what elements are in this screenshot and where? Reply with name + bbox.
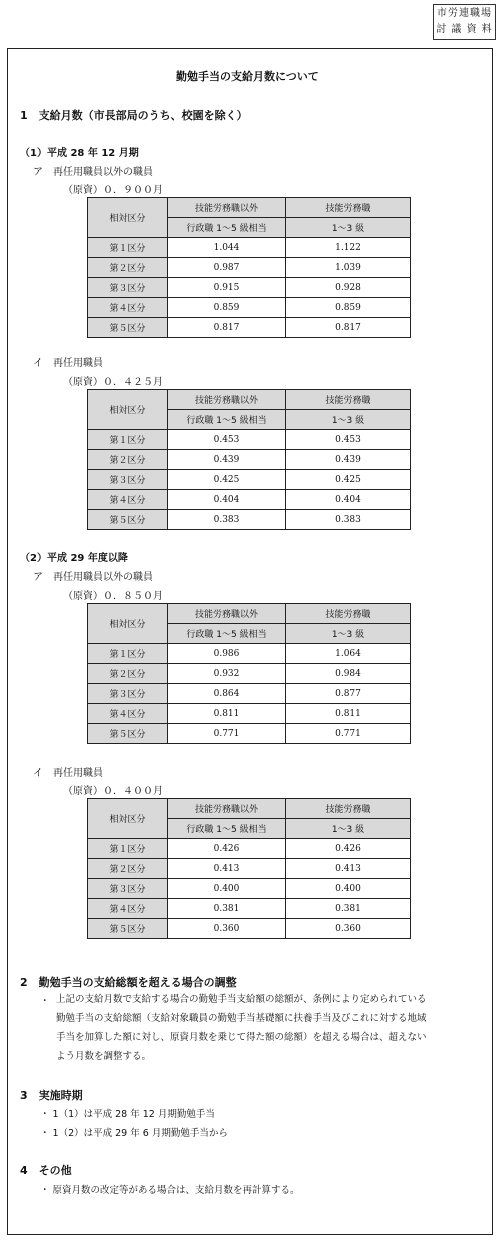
rate-cell: 0.413 [286,859,411,879]
header-grade-technical: 1～3 級 [286,218,411,238]
rate-table [87,798,411,939]
group-label: イ 再任用職員 [33,358,103,369]
table-row [88,879,411,899]
stamp-line-1: 市労連職場 [437,8,492,19]
rate-cell: 1.064 [286,644,411,664]
rate-cell: 0.439 [286,450,411,470]
table-row [88,298,411,318]
rate-cell: 0.453 [168,430,286,450]
rate-cell: 0.915 [168,278,286,298]
row-category-label: 第１区分 [88,238,168,258]
rate-cell: 0.400 [286,879,411,899]
row-category-label: 第１区分 [88,839,168,859]
group-label: ア 再任用職員以外の職員 [33,572,153,583]
rate-cell: 0.811 [168,704,286,724]
table-row [88,644,411,664]
header-non-technical: 技能労務職以外 [168,799,286,819]
rate-cell: 0.404 [286,490,411,510]
header-grade-technical: 1～3 級 [286,819,411,839]
adjustment-paragraph [56,990,488,1066]
table-row [88,258,411,278]
table-row [88,430,411,450]
rate-cell: 0.877 [286,684,411,704]
row-category-label: 第５区分 [88,724,168,744]
row-category-label: 第２区分 [88,450,168,470]
document-title: 勤勉手当の支給月数について [176,70,319,83]
rate-cell: 0.811 [286,704,411,724]
table-row [88,704,411,724]
row-category-label: 第１区分 [88,644,168,664]
rate-cell: 0.383 [168,510,286,530]
rate-cell: 0.864 [168,684,286,704]
paragraph-line: 勤勉手当の支給総額（支給対象職員の勤勉手当基礎額に扶養手当及びこれに対する地域 [56,1013,427,1024]
rate-cell: 0.984 [286,664,411,684]
rate-cell: 0.381 [168,899,286,919]
rate-cell: 0.383 [286,510,411,530]
rate-cell: 0.986 [168,644,286,664]
paragraph-line: 上記の支給月数で支給する場合の勤勉手当支給額の総額が、条例により定められている [56,994,427,1005]
rate-cell: 0.453 [286,430,411,450]
bullet-mark: ・ [40,996,50,1007]
table-row [88,470,411,490]
table-row [88,510,411,530]
group-label: イ 再任用職員 [33,768,103,779]
header-technical: 技能労務職 [286,390,411,410]
header-grade-technical: 1～3 級 [286,410,411,430]
header-grade-technical: 1～3 級 [286,624,411,644]
table-header-row [88,799,411,819]
rate-cell: 0.426 [286,839,411,859]
row-category-label: 第１区分 [88,430,168,450]
rate-cell: 0.932 [168,664,286,684]
row-category-label: 第２区分 [88,859,168,879]
table-row [88,839,411,859]
discussion-material-stamp [433,4,496,40]
row-category-label: 第３区分 [88,879,168,899]
rate-cell: 1.039 [286,258,411,278]
genshi-months: （原資）０．４２５月 [63,377,163,388]
table-header-row [88,390,411,410]
table-row [88,450,411,470]
header-relative-category: 相対区分 [88,198,168,238]
header-non-technical: 技能労務職以外 [168,604,286,624]
table-row [88,859,411,879]
rate-cell: 1.122 [286,238,411,258]
row-category-label: 第４区分 [88,704,168,724]
table-row [88,238,411,258]
row-category-label: 第４区分 [88,899,168,919]
header-grade-admin: 行政職 1～5 級相当 [168,218,286,238]
rate-cell: 0.859 [286,298,411,318]
row-category-label: 第５区分 [88,318,168,338]
table-row [88,664,411,684]
stamp-line-2: 討 議 資 料 [436,24,493,35]
header-relative-category: 相対区分 [88,390,168,430]
rate-cell: 0.400 [168,879,286,899]
row-category-label: 第２区分 [88,664,168,684]
section4-heading: 4 その他 [20,1164,72,1177]
row-category-label: 第５区分 [88,510,168,530]
section2-heading: 2 勤勉手当の支給総額を超える場合の調整 [20,976,237,989]
rate-cell: 1.044 [168,238,286,258]
row-category-label: 第３区分 [88,278,168,298]
paragraph-line: よう月数を調整する。 [56,1051,152,1062]
rate-cell: 0.817 [168,318,286,338]
rate-cell: 0.426 [168,839,286,859]
header-grade-admin: 行政職 1～5 級相当 [168,410,286,430]
rate-cell: 0.413 [168,859,286,879]
header-technical: 技能労務職 [286,198,411,218]
rate-cell: 0.771 [168,724,286,744]
row-category-label: 第３区分 [88,470,168,490]
genshi-months: （原資）０．９００月 [63,185,163,196]
rate-table [87,197,411,338]
genshi-months: （原資）０．４００月 [63,786,163,797]
rate-cell: 0.439 [168,450,286,470]
table-row [88,919,411,939]
header-relative-category: 相対区分 [88,799,168,839]
rate-cell: 0.360 [286,919,411,939]
table-header-row [88,198,411,218]
header-non-technical: 技能労務職以外 [168,198,286,218]
row-category-label: 第５区分 [88,919,168,939]
header-relative-category: 相対区分 [88,604,168,644]
rate-cell: 0.817 [286,318,411,338]
rate-cell: 0.928 [286,278,411,298]
row-category-label: 第４区分 [88,490,168,510]
row-category-label: 第３区分 [88,684,168,704]
rate-cell: 0.987 [168,258,286,278]
header-grade-admin: 行政職 1～5 級相当 [168,624,286,644]
group-label: ア 再任用職員以外の職員 [33,167,153,178]
rate-cell: 0.381 [286,899,411,919]
table-row [88,490,411,510]
implementation-item: ・ 1（1）は平成 28 年 12 月期勤勉手当 [40,1109,215,1120]
rate-cell: 0.771 [286,724,411,744]
other-item: ・ 原資月数の改定等がある場合は、支給月数を再計算する。 [40,1185,300,1196]
header-grade-admin: 行政職 1～5 級相当 [168,819,286,839]
section3-heading: 3 実施時期 [20,1089,83,1102]
period1-heading: （1）平成 28 年 12 月期 [20,148,139,159]
table-row [88,318,411,338]
section1-heading: 1 支給月数（市長部局のうち、校園を除く） [20,109,248,122]
rate-cell: 0.859 [168,298,286,318]
table-row [88,684,411,704]
table-row [88,899,411,919]
row-category-label: 第２区分 [88,258,168,278]
table-row [88,278,411,298]
rate-cell: 0.425 [286,470,411,490]
header-technical: 技能労務職 [286,604,411,624]
rate-cell: 0.425 [168,470,286,490]
rate-cell: 0.360 [168,919,286,939]
header-technical: 技能労務職 [286,799,411,819]
table-row [88,724,411,744]
rate-cell: 0.404 [168,490,286,510]
genshi-months: （原資）０．８５０月 [63,591,163,602]
table-header-row [88,604,411,624]
period2-heading: （2）平成 29 年度以降 [20,553,128,564]
rate-table [87,603,411,744]
rate-table [87,389,411,530]
paragraph-line: 手当を加算した額に対し、原資月数を乗じて得た額の総額）を超える場合は、超えない [56,1032,427,1043]
row-category-label: 第４区分 [88,298,168,318]
header-non-technical: 技能労務職以外 [168,390,286,410]
implementation-item: ・ 1（2）は平成 29 年 6 月期勤勉手当から [40,1128,228,1139]
